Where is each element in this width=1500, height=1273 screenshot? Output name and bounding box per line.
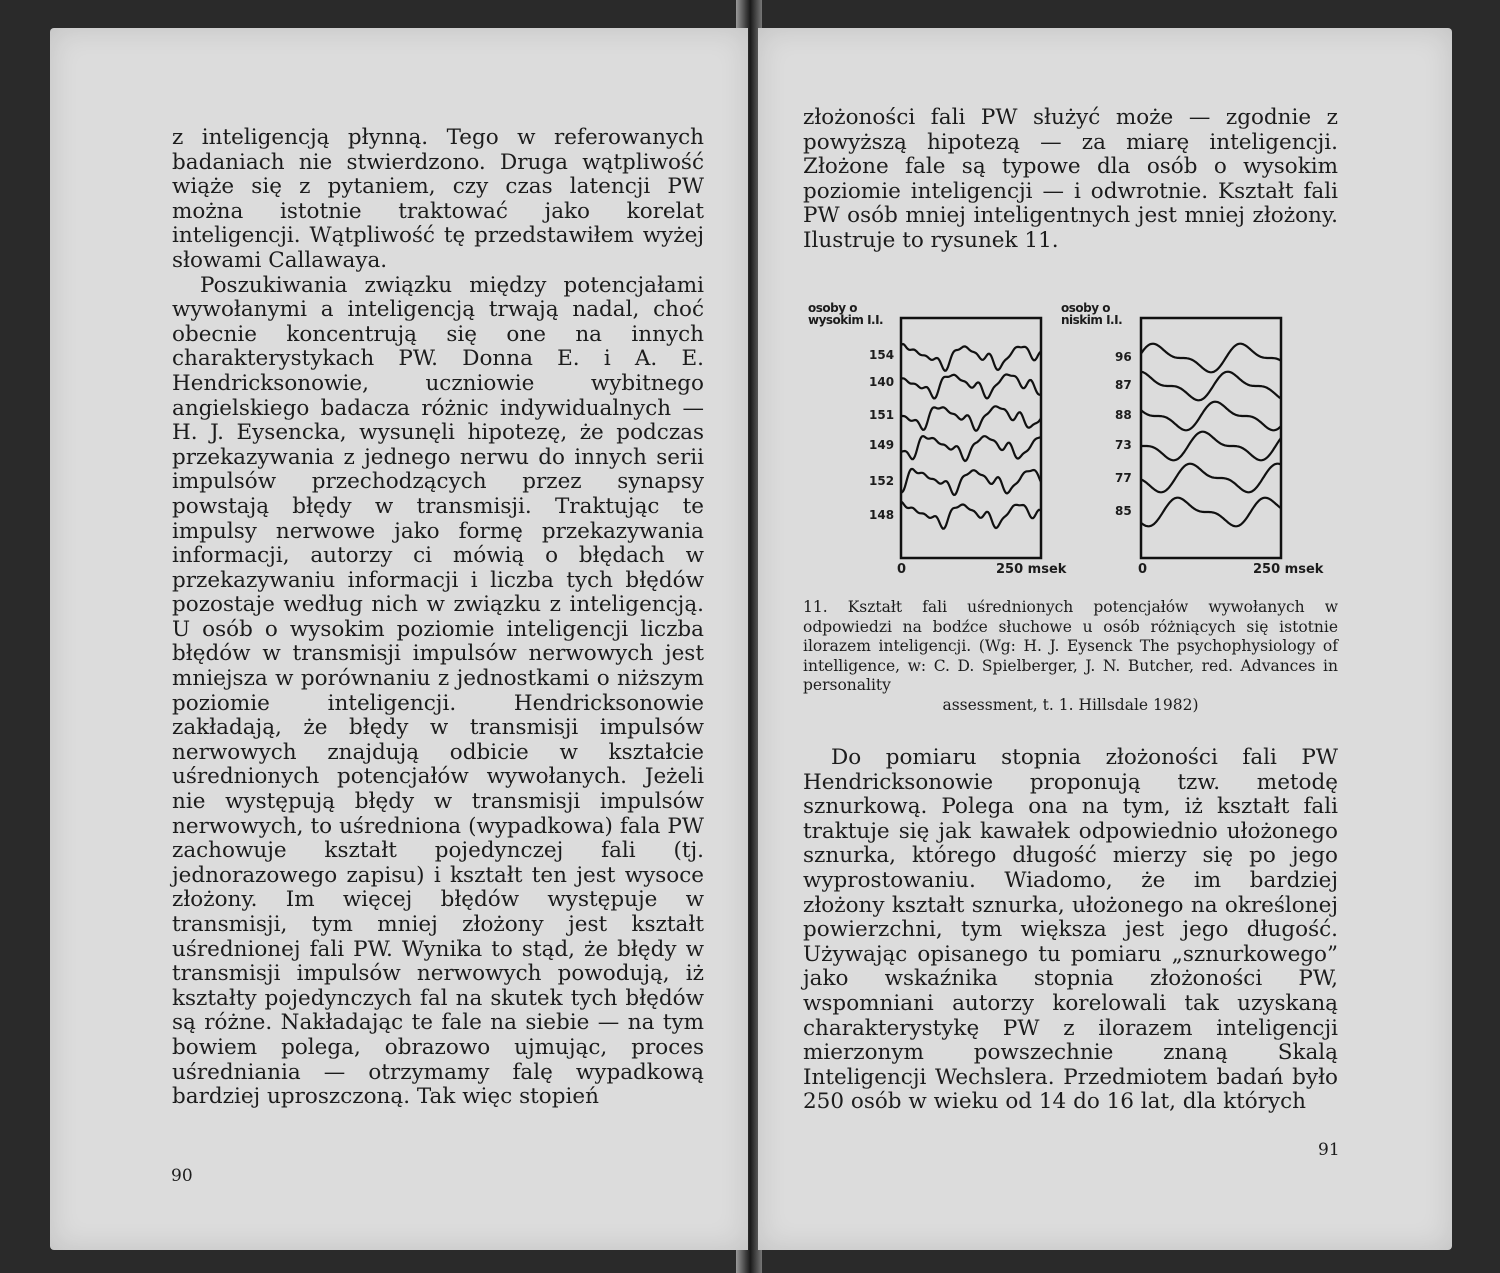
right-text-column-top bbox=[803, 106, 1338, 254]
page-number-left: 90 bbox=[171, 1166, 193, 1186]
waveform-trace bbox=[1141, 402, 1281, 431]
left-paragraph-1: z inteligencją płynną. Tego w referowanych badaniach nie stwierdzono. Druga wątpliwość wiąże się z pytaniem, czy czas latencji PW można istotnie traktować jako korelat inteligencji. Wątpliwość tę przedstawiłem wyżej słowami Callawaya. bbox=[172, 125, 704, 273]
iq-value: 152 bbox=[869, 474, 895, 488]
low-iq-waveforms bbox=[1141, 344, 1281, 527]
iq-value: 88 bbox=[1115, 408, 1132, 422]
waveform-trace bbox=[1141, 432, 1281, 461]
figure-caption bbox=[803, 598, 1338, 715]
right-panel-frame bbox=[1141, 318, 1281, 558]
waveform-trace bbox=[1141, 372, 1281, 401]
iq-value: 151 bbox=[869, 408, 895, 422]
right-axis-end: 250 msek bbox=[1253, 562, 1324, 577]
waveform-trace bbox=[901, 344, 1041, 371]
iq-value: 87 bbox=[1115, 378, 1132, 392]
waveform-trace bbox=[1141, 464, 1281, 493]
iq-value: 148 bbox=[869, 508, 895, 522]
waveform-trace bbox=[1141, 344, 1281, 373]
left-axis-start: 0 bbox=[897, 562, 907, 577]
right-paragraph-2: Do pomiaru stopnia złożoności fali PW Hendricksonowie proponują tzw. metodę sznurkową. Polega ona na tym, iż kształt fali traktuje się jak kawałek odpowiednio ułożonego sznurka, którego długość mierzy się po jego wyprostowaniu. Wiadomo, że im bardziej złożony kształt sznurka, ułożonego na określonej powierzchni, tym większa jest jego długość. Używając opisanego tu pomiaru „sznurkowego” jako wskaźnika stopnia złożoności PW, wspomniani autorzy korelowali tak uzyskaną charakterystykę PW z ilorazem inteligencji mierzonym powszechnie znaną Skalą Inteligencji Wechslera. Przedmiotem badań było 250 osób w wieku od 14 do 16 lat, dla których bbox=[803, 745, 1338, 1115]
iq-value: 77 bbox=[1115, 471, 1132, 485]
right-axis-start: 0 bbox=[1138, 562, 1148, 577]
iq-value: 73 bbox=[1115, 438, 1132, 452]
high-iq-waveforms bbox=[901, 344, 1041, 529]
caption-text: 11. Kształt fali uśrednionych potencjałów wywołanych w odpowiedzi na bodźce słuchowe u osób różniących się istotnie ilorazem inteligencji. (Wg: H. J. Eysenck The psychophysiology of intelligence, w: C. D. Spielberger, J. N. Butcher, red. Advances in personality bbox=[803, 598, 1338, 694]
figure-11 bbox=[793, 290, 1353, 590]
right-page bbox=[758, 28, 1452, 1250]
right-paragraph-1: złożoności fali PW służyć może — zgodnie z powyższą hipotezą — za miarę inteligencji. Złożone fale są typowe dla osób o wysokim poziomie inteligencji — i odwrotnie. Kształt fali PW osób mniej inteligentnych jest mniej złożony. Ilustruje to rysunek 11. bbox=[803, 105, 1338, 253]
left-panel-label: osoby o wysokim I.I. bbox=[808, 301, 884, 327]
left-axis-end: 250 msek bbox=[996, 562, 1067, 577]
waveform-trace bbox=[901, 436, 1041, 461]
iq-value: 96 bbox=[1115, 350, 1132, 364]
iq-value: 140 bbox=[869, 375, 895, 389]
waveform-trace bbox=[901, 406, 1041, 431]
waveform-trace bbox=[901, 469, 1041, 495]
page-number-right: 91 bbox=[1318, 1140, 1340, 1160]
left-paragraph-2: Poszukiwania związku między potencjałami wywołanymi a inteligencją trwają nadal, choć obecnie koncentrują się one na innych charakterystykach PW. Donna E. i A. E. Hendricksonowie, uczniowie wybitnego angielskiego badacza różnic indywidualnych — H. J. Eysencka, wysunęli hipotezę, że podczas przekazywania z jednego nerwu do innych serii impulsów przechodzących przez synapsy powstają błędy w transmisji. Traktując te impulsy nerwowe jako formę przekazywania informacji, autorzy ci mówią o błędach w przekazywaniu informacji i liczba tych błędów pozostaje według nich w związku z inteligencją. U osób o wysokim poziomie inteligencji liczba błędów w transmisji impulsów nerwowych jest mniejsza w porównaniu z jednostkami o niższym poziomie inteligencji. Hendricksonowie zakładają, że błędy w transmisji impulsów nerwowych znajdują odbicie w kształcie uśrednionych potencjałów wywołanych. Jeżeli nie występują błędy w transmisji impulsów nerwowych, to uśredniona (wypadkowa) fala PW zachowuje kształt pojedynczej fali (tj. jednorazowego zapisu) i kształt ten jest wysoce złożony. Im więcej błędów występuje w transmisji, tym mniej złożony jest kształt uśrednionej fali PW. Wynika to stąd, że błędy w transmisji impulsów nerwowych powodują, iż kształty pojedynczych fal na skutek tych błędów są różne. Nakładając te fale na siebie — na tym bowiem polega, obrazowo ujmując, proces uśredniania — otrzymamy falę wypadkową bardziej uproszczoną. Tak więc stopień bbox=[172, 272, 704, 1110]
waveform-trace bbox=[901, 375, 1041, 399]
right-text-column-bottom bbox=[803, 746, 1338, 1115]
caption-text-end: assessment, t. 1. Hillsdale 1982) bbox=[942, 695, 1199, 714]
left-page bbox=[50, 28, 748, 1250]
iq-value: 154 bbox=[869, 348, 895, 362]
iq-value: 149 bbox=[869, 438, 895, 452]
right-panel-label: osoby o niskim I.I. bbox=[1061, 301, 1123, 327]
waveform-trace bbox=[901, 502, 1041, 529]
iq-value: 85 bbox=[1115, 504, 1132, 518]
waveform-trace bbox=[1141, 498, 1281, 527]
left-text-column bbox=[172, 126, 704, 1110]
